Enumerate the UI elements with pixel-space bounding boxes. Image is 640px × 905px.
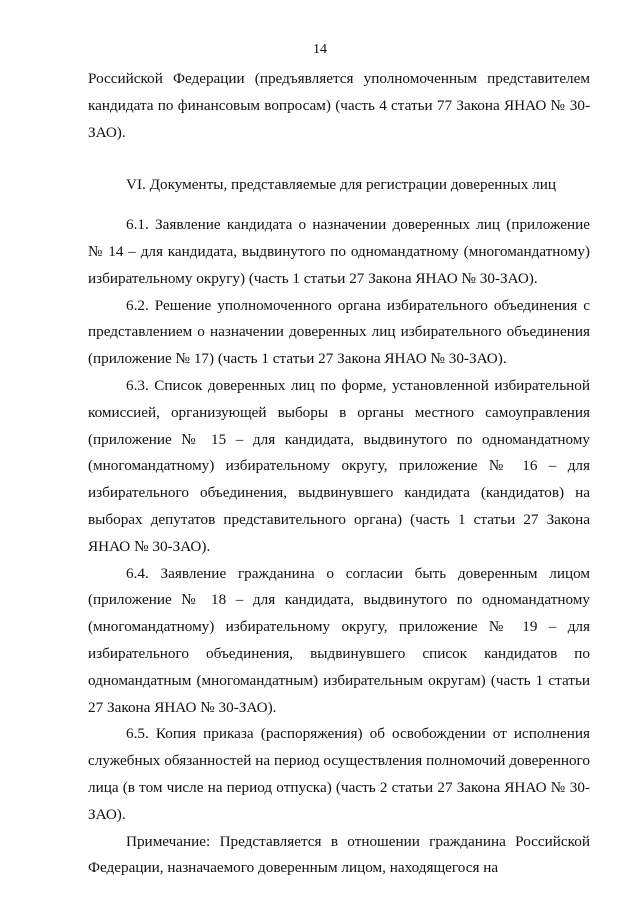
- document-body: [88, 66, 590, 882]
- paragraph-continuation: Российской Федерации (предъявляется уполномоченным представителем кандидата по финансовым вопросам) (часть 4 статьи 77 Закона ЯНАО № 30-ЗАО).: [88, 70, 590, 141]
- section-heading: VI. Документы, представляемые для регистрации доверенных лиц: [126, 176, 556, 194]
- paragraph-6-5: 6.5. Копия приказа (распоряжения) об освобождении от исполнения служебных обязанностей на период осуществления полномочий доверенного лица (в том числе на период отпуска) (часть 2 статьи 27 Закона ЯНАО № 30-ЗАО).: [88, 725, 590, 823]
- paragraph-6-1: 6.1. Заявление кандидата о назначении доверенных лиц (приложение № 14 – для кандидата, выдвинутого по одномандатному (многомандатному) избирательному округу) (часть 1 статьи 27 Закона ЯНАО № 30-ЗАО).: [88, 216, 590, 287]
- paragraph-6-2: 6.2. Решение уполномоченного органа избирательного объединения с представлением о назначении доверенных лиц избирательного объединения (приложение № 17) (часть 1 статьи 27 Закона ЯНАО № 30-ЗАО).: [88, 296, 590, 368]
- paragraph-6-4: 6.4. Заявление гражданина о согласии быть доверенным лицом (приложение № 18 – для кандидата, выдвинутого по одномандатному (многомандатному) избирательному округу, приложение № 19 – для избирательного объединения, выдвинувшего список кандидатов по одномандатным (многомандатным) избирательным округам) (часть 1 статьи 27 Закона ЯНАО № 30-ЗАО).: [88, 564, 590, 716]
- paragraph-note: Примечание: Представляется в отношении гражданина Российской Федерации, назначаемого доверенным лицом, находящегося на: [88, 832, 590, 877]
- paragraph-6-3: 6.3. Список доверенных лиц по форме, установленной избирательной комиссией, организующей выборы в органы местного самоуправления (приложение № 15 – для кандидата, выдвинутого по одномандатному (многомандатному) избирательному округу, приложение № 16 – для избирательного объединения, выдвинувшего кандидата (кандидатов) на выборах депутатов представительного органа) (часть 1 статьи 27 Закона ЯНАО № 30-ЗАО).: [88, 376, 590, 555]
- page-number: 14: [313, 42, 327, 57]
